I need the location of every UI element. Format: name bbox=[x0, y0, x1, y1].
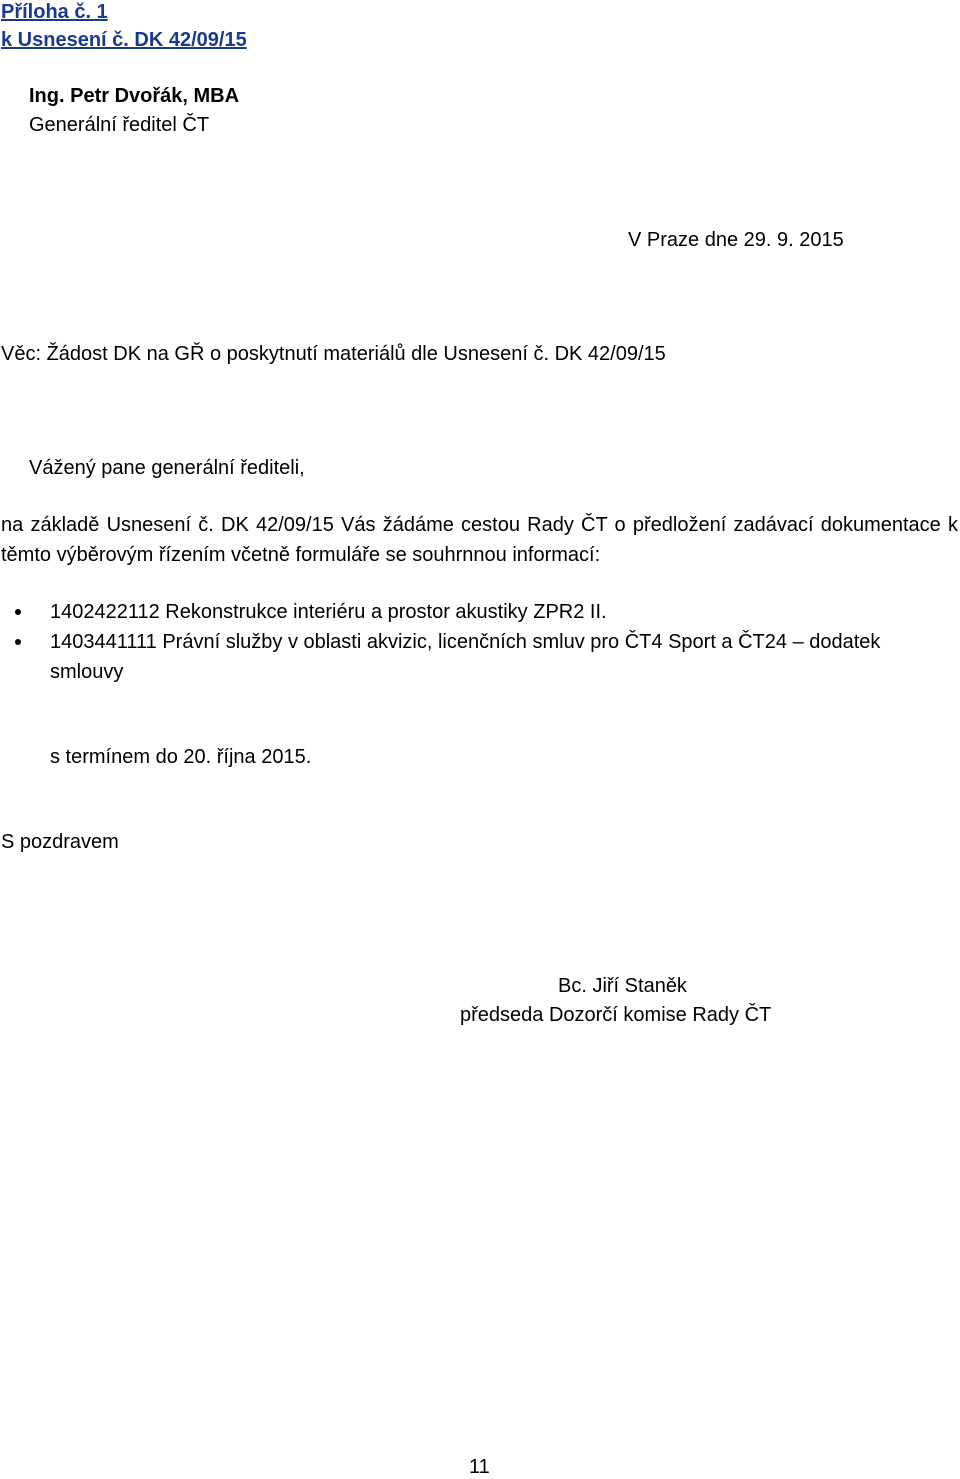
body-paragraph: na základě Usnesení č. DK 42/09/15 Vás žádáme cestou Rady ČT o předložení zadávací dokumentace k těmto výběrovým řízením včetně formuláře se souhrnnou informací: bbox=[1, 514, 958, 566]
signatory-title: předseda Dozorčí komise Rady ČT bbox=[460, 1004, 772, 1026]
place-date: V Praze dne 29. 9. 2015 bbox=[628, 229, 844, 251]
list-item-text: 1402422112 Rekonstrukce interiéru a prostor akustiky ZPR2 II. bbox=[50, 601, 607, 623]
bullet-icon bbox=[15, 609, 21, 615]
list-item bbox=[1, 597, 959, 627]
list-item bbox=[1, 627, 959, 687]
subject-line: Věc: Žádost DK na GŘ o poskytnutí materiálů dle Usnesení č. DK 42/09/15 bbox=[1, 343, 666, 365]
signatory-name: Bc. Jiří Staněk bbox=[558, 975, 687, 997]
recipient-name: Ing. Petr Dvořák, MBA bbox=[29, 85, 240, 107]
salutation: Vážený pane generální řediteli, bbox=[29, 457, 305, 479]
closing: S pozdravem bbox=[1, 831, 119, 853]
list-item-text: 1403441111 Právní služby v oblasti akvizic, licenčních smluv pro ČT4 Sport a ČT24 – dodatek smlouvy bbox=[50, 631, 881, 683]
attachment-label: Příloha č. 1 bbox=[1, 1, 108, 23]
bullet-icon bbox=[15, 639, 21, 645]
tender-list bbox=[1, 597, 959, 687]
recipient-title: Generální ředitel ČT bbox=[29, 114, 210, 136]
deadline: s termínem do 20. října 2015. bbox=[50, 746, 312, 768]
page-number: 11 bbox=[469, 1456, 490, 1478]
resolution-reference: k Usnesení č. DK 42/09/15 bbox=[1, 29, 247, 51]
